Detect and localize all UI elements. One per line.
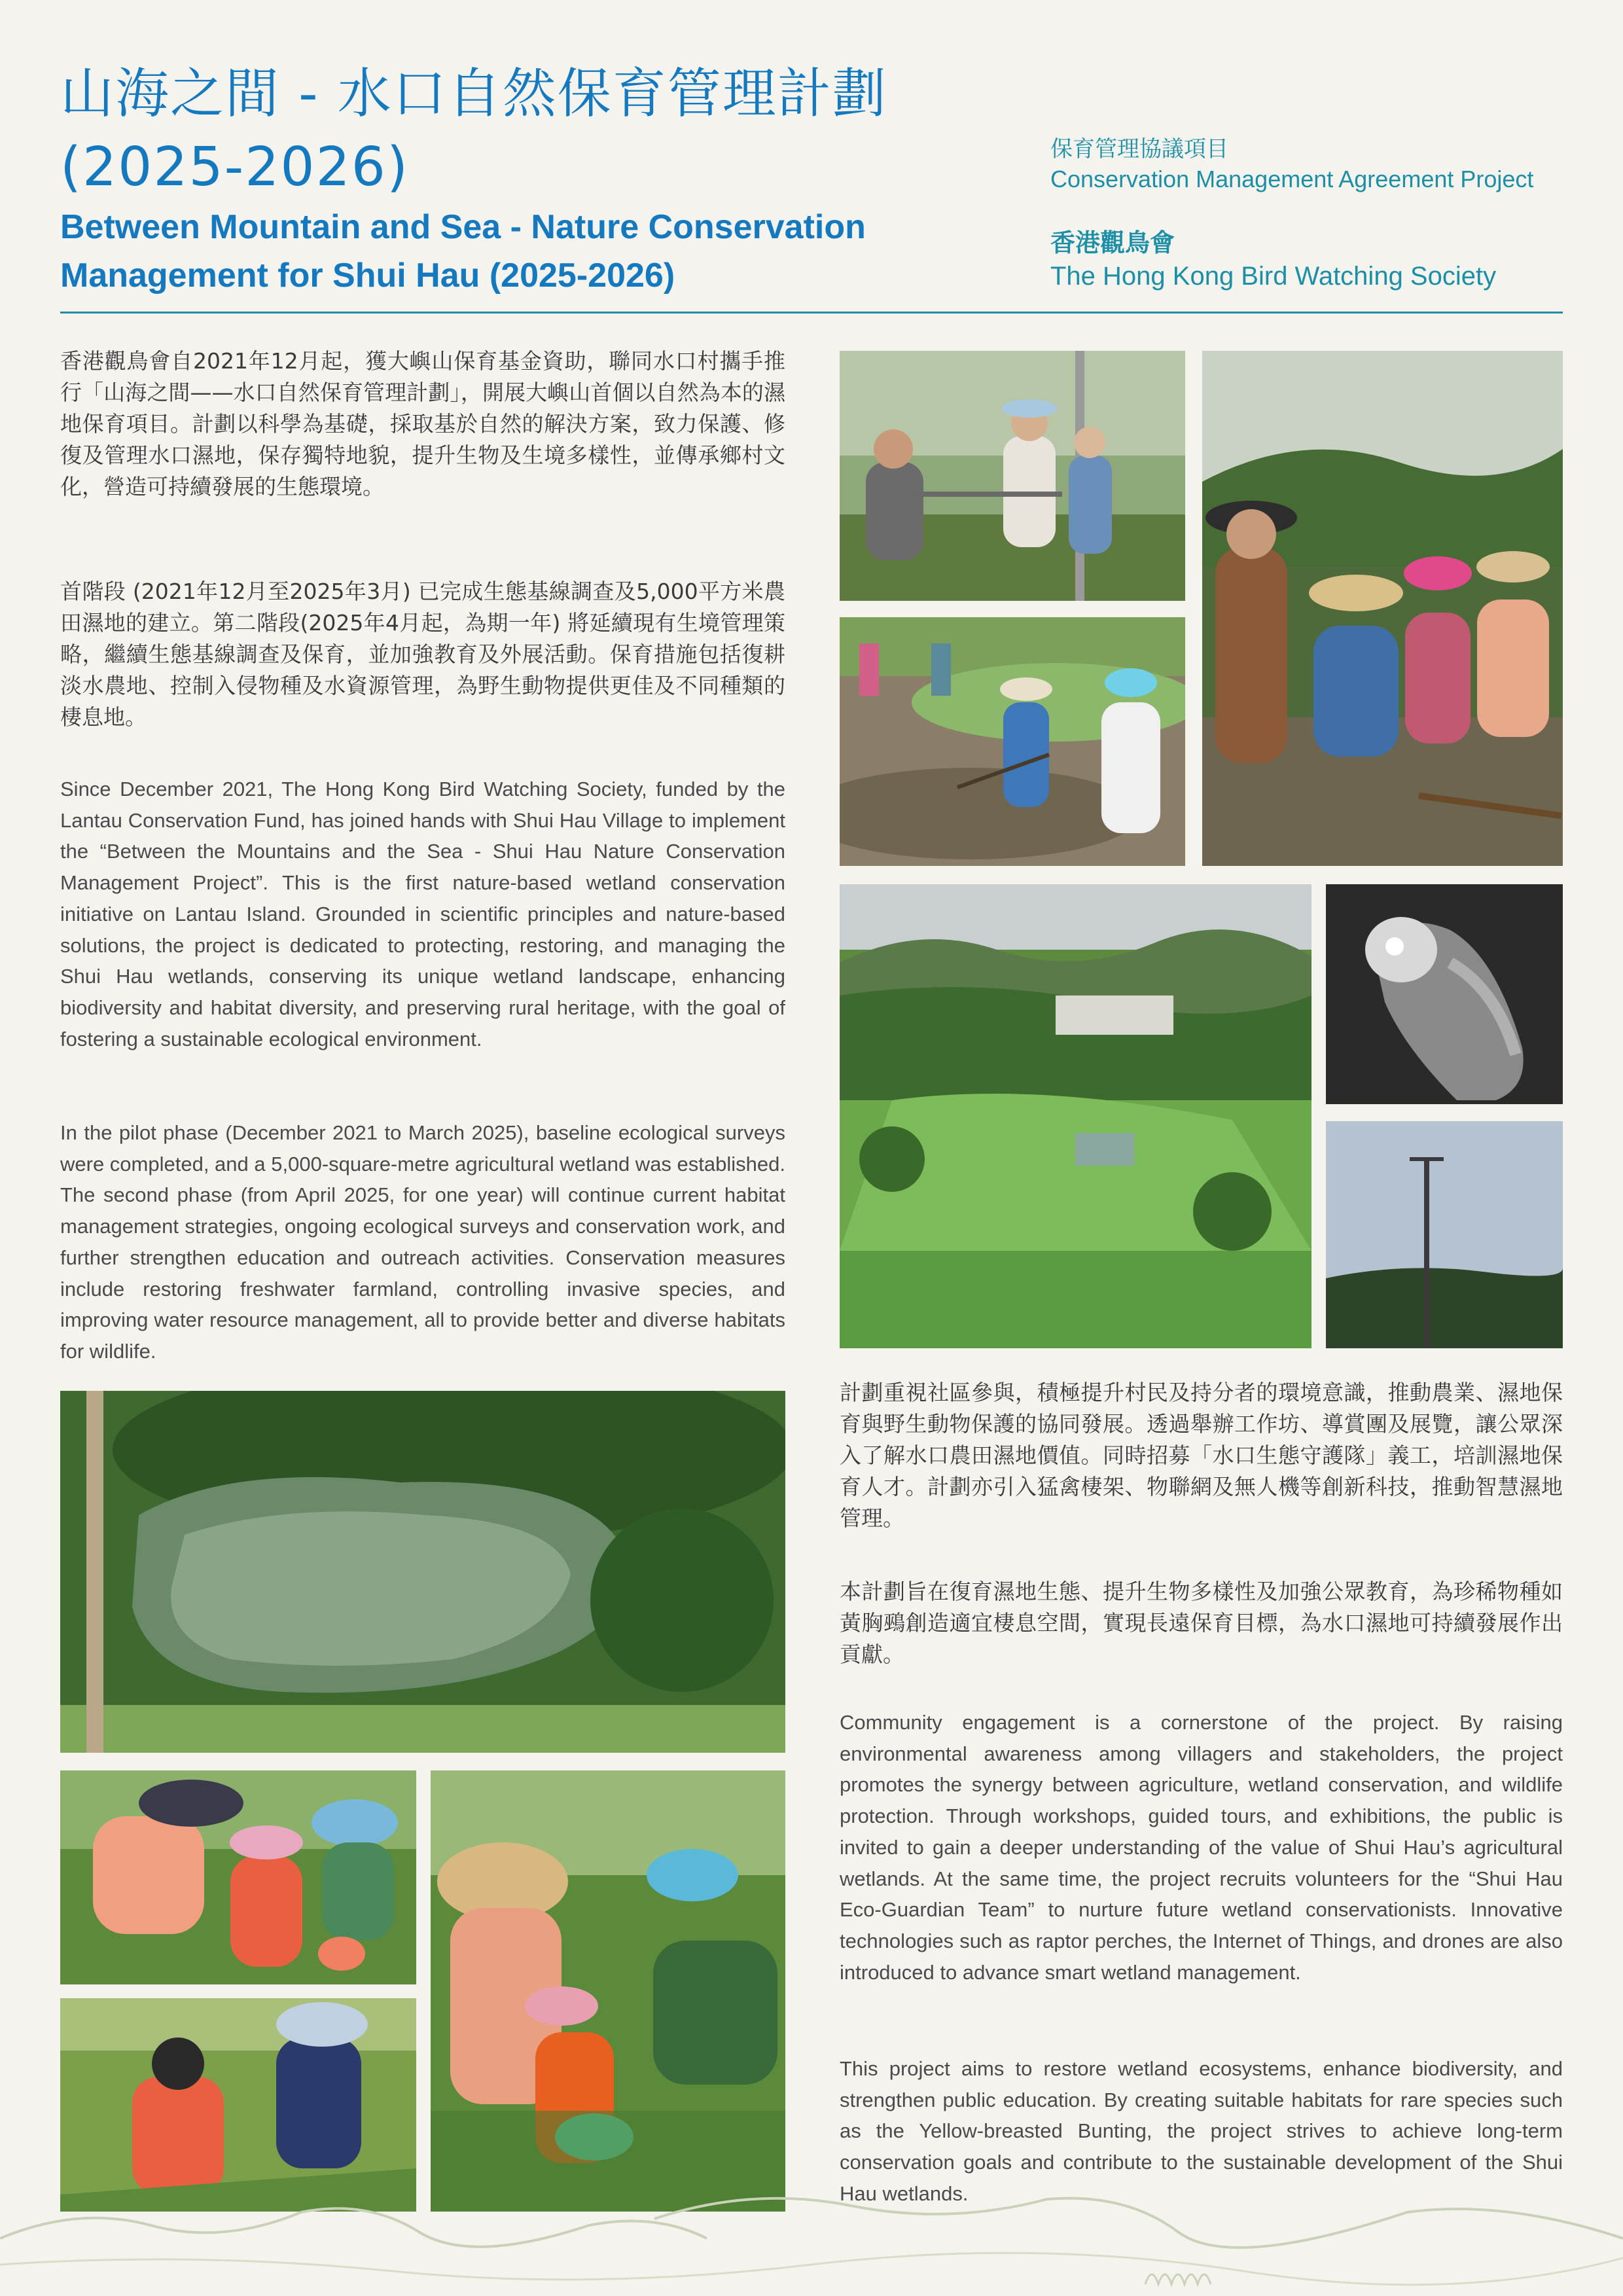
program-label-zh: 保育管理協議項目 [1050,137,1228,162]
paragraph-zh-4: 本計劃旨在復育濕地生態、提升生物多樣性及加強公眾教育，為珍稀物種如黃胸鵐創造適宜棲息空間，實現長遠保育目標，為水口濕地可持續發展作出貢獻。 [840,1579,1563,1667]
paragraph-en-3: Community engagement is a cornerstone of the project. By raising environmental awareness among villagers and stakeholders, the project promotes the synergy between agriculture, wetland conservation, and wildlife protection. Through workshops, guided tours, and exhibitions, the public is invited to gain a deeper understanding of the value of Shui Hau’s agricultural wetlands. At the same time, the project recruits volunteers for the “Shui Hau Eco-Guardian Team” to nurture future wetland conservationists. Innovative technologies such as raptor perches, the Internet of Things, and drones are also introduced to advance smart wetland management. [840,1711,1563,1984]
photo-raptor-perch [1326,1121,1563,1348]
paragraph-zh-2: 首階段 (2021年12月至2025年3月) 已完成生態基線調查及5,000平方米農田濕地的建立。第二階段(2025年4月起，為期一年) 將延續現有生境管理策略，繼續生態基線調查及保育，並加強教育及外展活動。保育措施包括復耕淡水農地、控制入侵物種及水資源管理，為野生動物提供更佳及不同種類的棲息地。 [60,579,785,730]
photo-family-harvest [60,1770,416,1984]
paragraph-zh-3: 計劃重視社區參與，積極提升村民及持分者的環境意識，推動農業、濕地保育與野生動物保護的協同發展。透過舉辦工作坊、導賞團及展覽，讓公眾深入了解水口農田濕地價值。同時招募「水口生態守護隊」義工，培訓濕地保育人才。計劃亦引入猛禽棲架、物聯網及無人機等創新科技，推動智慧濕地管理。 [840,1380,1563,1531]
org-name-en: The Hong Kong Bird Watching Society [1050,262,1497,291]
photo-pond-aerial [60,1391,785,1753]
paragraph-en-2: In the pilot phase (December 2021 to March 2025), baseline ecological surveys were completed, and a 5,000-square-metre agricultural wetland was established. The second phase (from April 2025, for one year) will continue current habitat management strategies, ongoing ecological surveys and conservation work, and further strengthen education and outreach activities. Conservation measures include restoring freshwater farmland, controlling invasive species, and improving water resource management, all to provide better and diverse habitats for wildlife. [60,1121,785,1363]
photo-group-harvest [431,1770,785,2212]
photo-shui-hau-landscape [840,884,1311,1348]
mountain-line-decoration [0,2160,1623,2296]
photo-volunteers-installing-pole [840,351,1185,601]
paragraph-zh-1: 香港觀鳥會自2021年12月起，獲大嶼山保育基金資助，聯同水口村攜手推行「山海之間——水口自然保育管理計劃」，開展大嶼山首個以自然為本的濕地保育項目。計劃以科學為基礎，採取基於自然的解決方案，致力保護、修復及管理水口濕地，保存獨特地貌，提升生物及生境多樣性，並傳承鄉村文化，營造可持續發展的生態環境。 [60,348,785,499]
paragraph-en-1: Since December 2021, The Hong Kong Bird Watching Society, funded by the Lantau Conservation Fund, has joined hands with Shui Hau Village to implement the “Between the Mountains and the Sea - Shui Hau Nature Conservation Management Project”. This is the first nature-based wetland conservation initiative on Lantau Island. Grounded in scientific principles and nature-based solutions, the project is dedicated to protecting, restoring, and managing the Shui Hau wetlands, conserving its unique wetland landscape, enhancing biodiversity and habitat diversity, and preserving rural heritage, with the goal of fostering a sustainable ecological environment. [60,778,785,1050]
paragraph-en-4: This project aims to restore wetland ecosystems, enhance biodiversity, and strengthen public education. By creating suitable habitats for rare species such as the Yellow-breasted Bunting, the project strives to achieve long-term conservation goals and contribute to the sustainable development of the Shui Hau wetlands. [840,2057,1563,2205]
program-label-en: Conservation Management Agreement Project [1050,166,1534,192]
photo-night-camera-bird [1326,884,1563,1104]
title-zh-line2: (2025-2026) [60,136,409,198]
photo-muddy-field-work [840,617,1185,866]
page-title-zh [60,58,1042,204]
title-zh-line1: 山海之間 - 水口自然保育管理計劃 [60,63,887,125]
title-en-line2: Management for Shui Hau (2025-2026) [60,257,675,295]
header-divider [60,312,1563,314]
photo-wetland-workshop-group [1202,351,1563,866]
title-en-line1: Between Mountain and Sea - Nature Conservation [60,208,866,246]
page-title-en [60,203,976,300]
org-name-zh: 香港觀鳥會 [1050,230,1175,257]
